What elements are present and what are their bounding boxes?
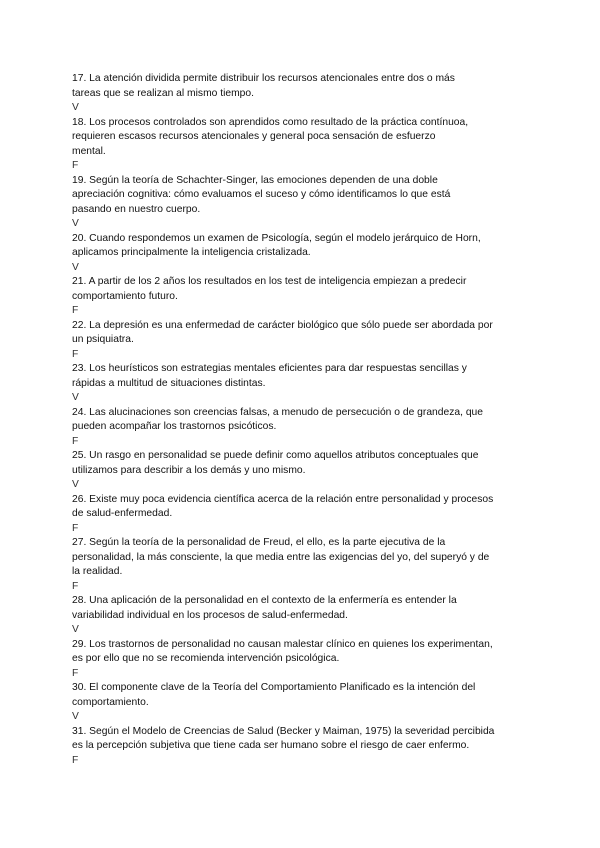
question-23: 23. Los heurísticos son estrategias mentales eficientes para dar respuestas sencillas y rápidas a multitud de situaciones distintas. [72,363,467,389]
question-31: 31. Según el Modelo de Creencias de Salud (Becker y Maiman, 1975) la severidad percibida es la percepción subjetiva que tiene cada ser humano sobre el riesgo de caer enfermo. [72,725,495,751]
answer-17: V [72,102,79,113]
question-29: 29. Los trastornos de personalidad no causan malestar clínico en quienes los experimentan, es por ello que no se recomienda intervención psicológica. [72,638,493,664]
question-25: 25. Un rasgo en personalidad se puede definir como aquellos atributos conceptuales que utilizamos para describir a los demás y uno mismo. [72,450,479,476]
question-21: 21. A partir de los 2 años los resultados en los test de inteligencia empiezan a predecir comportamiento futuro. [72,276,467,302]
question-24: 24. Las alucinaciones son creencias falsas, a menudo de persecución o de grandeza, que pueden acompañar los trastornos psicóticos. [72,406,484,432]
question-22: 22. La depresión es una enfermedad de carácter biológico que sólo puede ser abordada por un psiquiatra. [72,319,493,345]
question-27: 27. Según la teoría de la personalidad de Freud, el ello, es la parte ejecutiva de la personalidad, la más consciente, la que media entre las exigencias del yo, del superyó y de la realidad. [72,537,490,577]
question-17: 17. La atención dividida permite distribuir los recursos atencionales entre dos o más tareas que se realizan al mismo tiempo. [72,73,455,99]
question-18: 18. Los procesos controlados son aprendidos como resultado de la práctica contínuoa, requieren escasos recursos atencionales y general poca sensación de esfuerzo mental. [72,116,469,157]
answer-29: F [72,667,79,679]
question-19: 19. Según la teoría de Schachter-Singer, las emociones dependen de una doble apreciación cognitiva: cómo evaluamos el suceso y cómo identificamos lo que está pasando en nuestro cuerpo. [72,174,451,215]
answer-18: F [72,160,79,171]
answer-28: V [72,624,79,635]
answer-25: V [72,479,79,490]
answer-30: V [72,711,79,722]
answer-27: F [72,580,79,592]
question-30: 30. El componente clave de la Teoría del Comportamiento Planificado es la intención del comportamiento. [72,682,476,708]
question-20: 20. Cuando respondemos un examen de Psicología, según el modelo jerárquico de Horn, aplicamos principalmente la inteligencia cristalizada. [72,232,481,258]
answer-24: F [72,435,79,447]
answer-19: V [72,218,79,229]
answer-21: F [72,305,79,316]
answer-22: F [72,348,79,360]
answer-26: F [72,522,79,534]
question-26: 26. Existe muy poca evidencia científica acerca de la relación entre personalidad y procesos de salud-enfermedad. [72,493,494,519]
question-28: 28. Una aplicación de la personalidad en el contexto de la enfermería es entender la variabilidad individual en los procesos de salud-enfermedad. [72,595,457,621]
answer-20: V [72,261,79,273]
document-page [72,72,532,768]
answer-23: V [72,392,79,403]
answer-31: F [72,754,79,766]
